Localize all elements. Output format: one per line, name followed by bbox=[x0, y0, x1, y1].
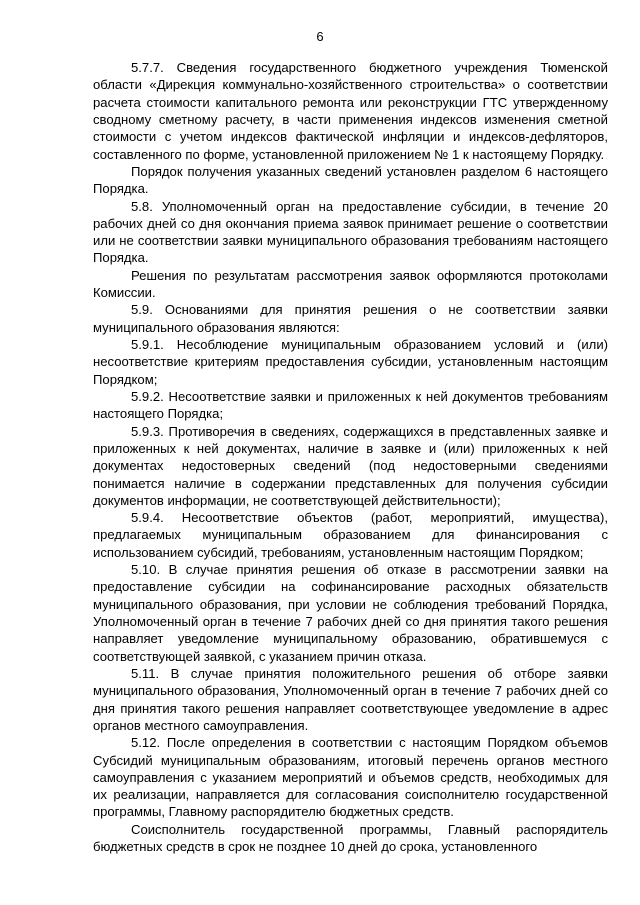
paragraph-5-8: 5.8. Уполномоченный орган на предоставление субсидии, в течение 20 рабочих дней со дня окончания приема заявок принимает решение о соответствии или не соответствии заявки муниципального образования требованиям настоящего Порядка. bbox=[93, 198, 608, 266]
paragraph-5-9: 5.9. Основаниями для принятия решения о не соответствии заявки муниципального образования являются: bbox=[93, 302, 608, 335]
paragraph-5-9-3: 5.9.3. Противоречия в сведениях, содержащихся в представленных заявке и приложенных к ней документах, наличие в заявке и (или) приложенных к ней документах недостоверных сведений (под недостоверными сведениями понимается наличие в содержании представленных для получения субсидии документов информации, не соответствующей действительности); bbox=[93, 423, 608, 508]
paragraph-5-9-4: 5.9.4. Несоответствие объектов (работ, мероприятий, имущества), предлагаемых муниципальным образованием для финансирования с использованием субсидий, требованиям, установленным настоящим Порядком; bbox=[93, 510, 608, 560]
document-body bbox=[93, 59, 608, 855]
page-number: 6 bbox=[316, 29, 324, 44]
paragraph-co-executor: Соисполнитель государственной программы, Главный распорядитель бюджетных средств в срок не позднее 10 дней до срока, установленного bbox=[93, 821, 608, 855]
paragraph-procedure-note: Порядок получения указанных сведений установлен разделом 6 настоящего Порядка. bbox=[93, 163, 608, 197]
paragraph-commission-protocols: Решения по результатам рассмотрения заявок оформляются протоколами Комиссии. bbox=[93, 267, 608, 301]
paragraph-5-10: 5.10. В случае принятия решения об отказе в рассмотрении заявки на предоставление субсидии на софинансирование расходных обязательств муниципального образования, при условии не соблюдения требований Порядка, Уполномоченный орган в течение 7 рабочих дней со дня принятия такого решения направляет уведомление муниципальному образованию, обратившемуся с соответствующей заявкой, с указанием причин отказа. bbox=[93, 562, 608, 664]
paragraph-5-12: 5.12. После определения в соответствии с настоящим Порядком объемов Субсидий муниципальным образованиям, итоговый перечень органов местного самоуправления с указанием мероприятий и объемов средств, необходимых для их реализации, направляется для согласования соисполнителю государственной программы, Главному распорядителю бюджетных средств. bbox=[93, 735, 608, 820]
paragraph-5-11: 5.11. В случае принятия положительного решения об отборе заявки муниципального образования, Уполномоченный орган в течение 7 рабочих дней со дня принятия такого решения направляет соответствующее уведомление в адрес органов местного самоуправления. bbox=[93, 665, 608, 733]
paragraph-5-9-1: 5.9.1. Несоблюдение муниципальным образованием условий и (или) несоответствие критериям предоставления субсидии, установленным настоящим Порядком; bbox=[93, 337, 608, 387]
paragraph-5-7-7: 5.7.7. Сведения государственного бюджетного учреждения Тюменской области «Дирекция коммунально-хозяйственного строительства» о соответствии расчета стоимости капитального ремонта или реконструкции ГТС утвержденному сводному сметному расчету, в части применения индексов изменения сметной стоимости с учетом индексов фактической инфляции и индексов-дефляторов, составленного по форме, установленной приложением № 1 к настоящему Порядку. bbox=[93, 60, 608, 162]
paragraph-5-9-2: 5.9.2. Несоответствие заявки и приложенных к ней документов требованиям настоящего Порядка; bbox=[93, 388, 608, 422]
